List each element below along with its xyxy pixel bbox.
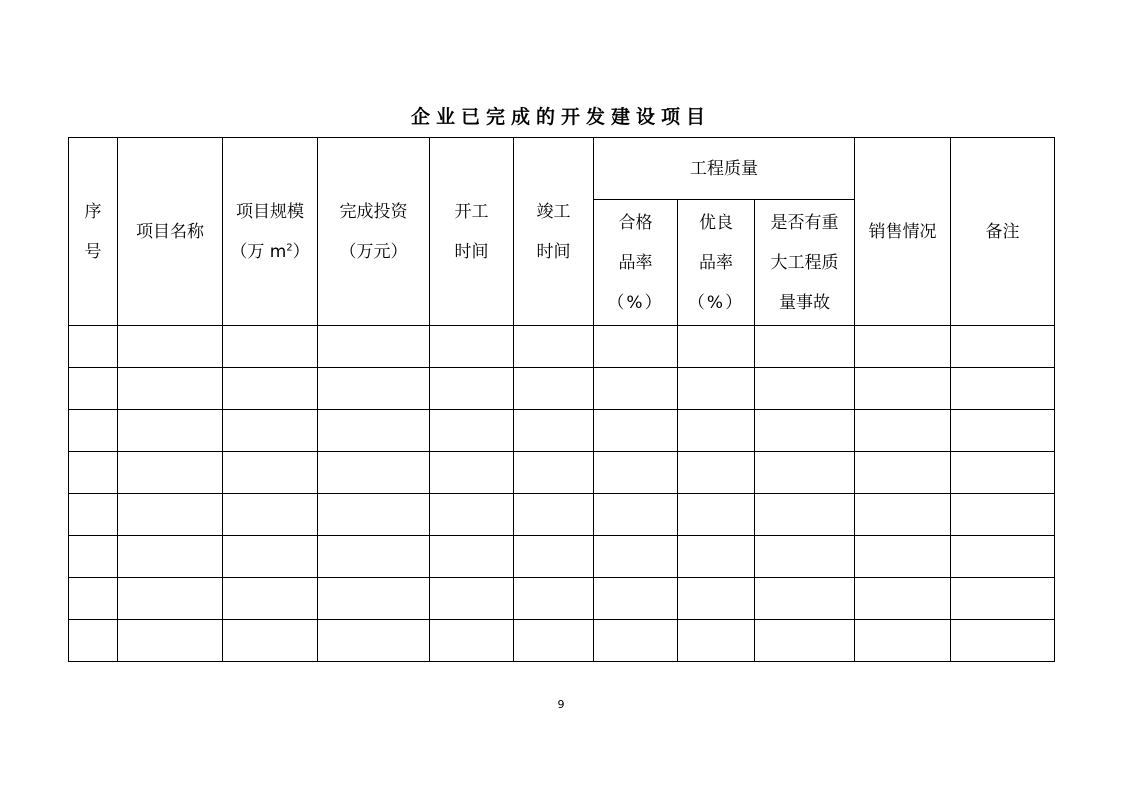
table-cell [678,452,755,494]
table-row [69,494,1055,536]
table-cell [855,326,951,368]
table-cell [69,410,118,452]
table-cell [514,326,594,368]
table-cell [594,368,678,410]
header-quality-group: 工程质量 [594,138,855,200]
table-cell [755,452,855,494]
table-cell [69,620,118,662]
table-cell [118,452,223,494]
header-start-time: 开工 时间 [430,138,514,326]
table-cell [951,368,1055,410]
table-cell [594,410,678,452]
table-cell [755,410,855,452]
table-cell [430,494,514,536]
table-cell [223,410,318,452]
table-row [69,578,1055,620]
table-cell [855,368,951,410]
table-cell [755,578,855,620]
table-cell [678,410,755,452]
table-cell [430,620,514,662]
table-cell [514,578,594,620]
table-cell [118,620,223,662]
table-cell [594,326,678,368]
table-cell [514,536,594,578]
table-cell [514,410,594,452]
table-cell [318,452,430,494]
table-cell [678,578,755,620]
table-cell [951,578,1055,620]
table-cell [318,368,430,410]
table-row [69,620,1055,662]
table-cell [118,494,223,536]
table-cell [951,494,1055,536]
header-seq: 序 号 [69,138,118,326]
table-cell [514,494,594,536]
table-cell [594,536,678,578]
table-row [69,368,1055,410]
table-cell [69,578,118,620]
table-cell [951,536,1055,578]
header-major-accident: 是否有重 大工程质 量事故 [755,200,855,326]
table-cell [118,368,223,410]
table-cell [69,326,118,368]
table-cell [223,452,318,494]
header-pass-rate: 合格 品率 （%） [594,200,678,326]
table-cell [318,326,430,368]
header-project-scale-unit: （万 $m^2$） [230,241,310,262]
table-cell [514,368,594,410]
table-cell [118,410,223,452]
table-cell [223,368,318,410]
table-cell [318,410,430,452]
table-cell [678,326,755,368]
table-cell [855,410,951,452]
table-cell [223,620,318,662]
page-number: 9 [557,698,565,711]
table-cell [318,620,430,662]
table-cell [430,410,514,452]
table-cell [755,620,855,662]
header-completed-investment: 完成投资 （万元） [318,138,430,326]
table-cell [430,578,514,620]
table-cell [678,368,755,410]
table-cell [69,536,118,578]
table-cell [118,326,223,368]
table-cell [223,326,318,368]
table-cell [855,620,951,662]
table-row [69,536,1055,578]
table-cell [594,578,678,620]
table-cell [430,368,514,410]
table-cell [678,620,755,662]
header-remarks: 备注 [951,138,1055,326]
table-cell [118,536,223,578]
table-cell [855,494,951,536]
table-cell [430,452,514,494]
table-cell [223,494,318,536]
table-cell [594,494,678,536]
header-completion-time: 竣工 时间 [514,138,594,326]
table-cell [69,494,118,536]
table-cell [755,494,855,536]
table-cell [69,452,118,494]
table-cell [951,620,1055,662]
table-cell [594,620,678,662]
table-cell [223,578,318,620]
document-title: 企业已完成的开发建设项目 [410,106,711,128]
header-sales: 销售情况 [855,138,951,326]
header-project-scale: 项目规模 （万 $m^2$） [223,138,318,326]
table-cell [678,494,755,536]
table-cell [951,326,1055,368]
table-cell [755,536,855,578]
table-row [69,452,1055,494]
table-row [69,326,1055,368]
table-cell [514,620,594,662]
table-cell [855,578,951,620]
table-cell [223,536,318,578]
table-cell [514,452,594,494]
table-row [69,410,1055,452]
header-row-1 [69,138,1055,200]
table-cell [69,368,118,410]
table-cell [951,410,1055,452]
table-cell [318,494,430,536]
table-cell [430,536,514,578]
table-cell [855,536,951,578]
table-cell [755,326,855,368]
projects-table [68,137,1055,662]
table-cell [755,368,855,410]
table-cell [118,578,223,620]
table-cell [318,578,430,620]
header-project-name: 项目名称 [118,138,223,326]
table-cell [951,452,1055,494]
table-cell [855,452,951,494]
table-cell [594,452,678,494]
table-cell [318,536,430,578]
header-excellent-rate: 优良 品率 （%） [678,200,755,326]
table-cell [430,326,514,368]
table-cell [678,536,755,578]
